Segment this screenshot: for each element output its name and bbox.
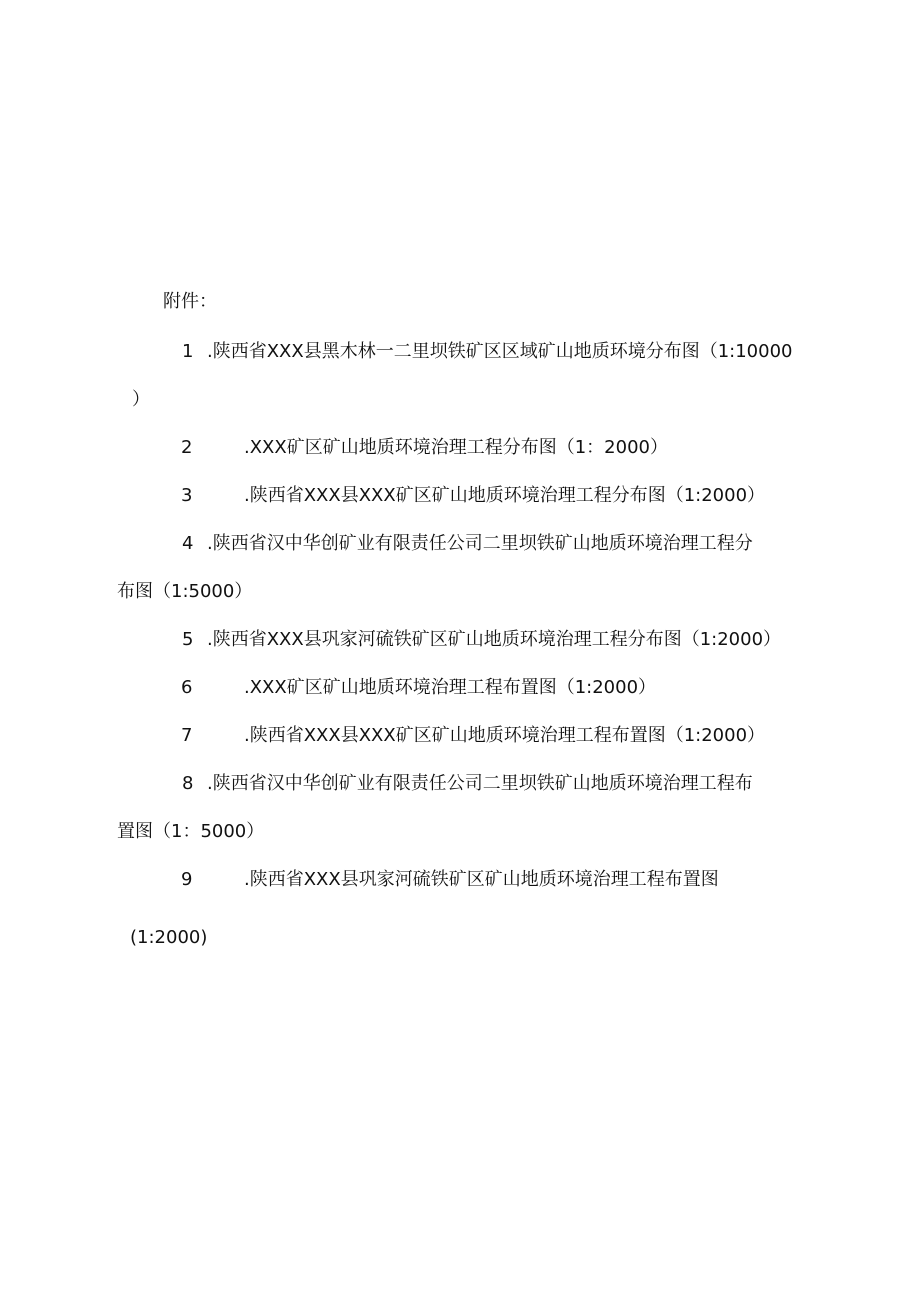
item-2-number: 2 bbox=[181, 437, 193, 458]
item-7-text: .陕西省XXX县XXX矿区矿山地质环境治理工程布置图（1:2000） bbox=[244, 725, 766, 746]
item-5-number: 5 bbox=[182, 629, 194, 650]
item-4-number: 4 bbox=[182, 533, 194, 554]
item-3-text: .陕西省XXX县XXX矿区矿山地质环境治理工程分布图（1:2000） bbox=[244, 485, 766, 506]
item-8-continuation: 置图（1：5000） bbox=[117, 821, 265, 842]
attachments-heading: 附件： bbox=[163, 291, 217, 312]
item-7-number: 7 bbox=[181, 725, 193, 746]
item-2-text: .XXX矿区矿山地质环境治理工程分布图（1：2000） bbox=[244, 437, 668, 458]
item-1-text: .陕西省XXX县黑木林一二里坝铁矿区区域矿山地质环境分布图（1:10000 bbox=[207, 341, 793, 362]
item-8-number: 8 bbox=[182, 773, 194, 794]
item-9-text: .陕西省XXX县巩家河硫铁矿区矿山地质环境治理工程布置图 bbox=[244, 869, 719, 890]
item-8-text: .陕西省汉中华创矿业有限责任公司二里坝铁矿山地质环境治理工程布 bbox=[207, 773, 753, 794]
item-4-continuation: 布图（1:5000） bbox=[117, 581, 253, 602]
item-6-number: 6 bbox=[181, 677, 193, 698]
item-3-number: 3 bbox=[181, 485, 193, 506]
item-5-text: .陕西省XXX县巩家河硫铁矿区矿山地质环境治理工程分布图（1:2000） bbox=[207, 629, 782, 650]
item-9-continuation: (1:2000) bbox=[130, 927, 208, 948]
item-4-text: .陕西省汉中华创矿业有限责任公司二里坝铁矿山地质环境治理工程分 bbox=[207, 533, 753, 554]
item-1-number: 1 bbox=[182, 341, 194, 362]
item-6-text: .XXX矿区矿山地质环境治理工程布置图（1:2000） bbox=[244, 677, 657, 698]
item-1-continuation: ） bbox=[132, 389, 150, 410]
item-9-number: 9 bbox=[181, 869, 193, 890]
